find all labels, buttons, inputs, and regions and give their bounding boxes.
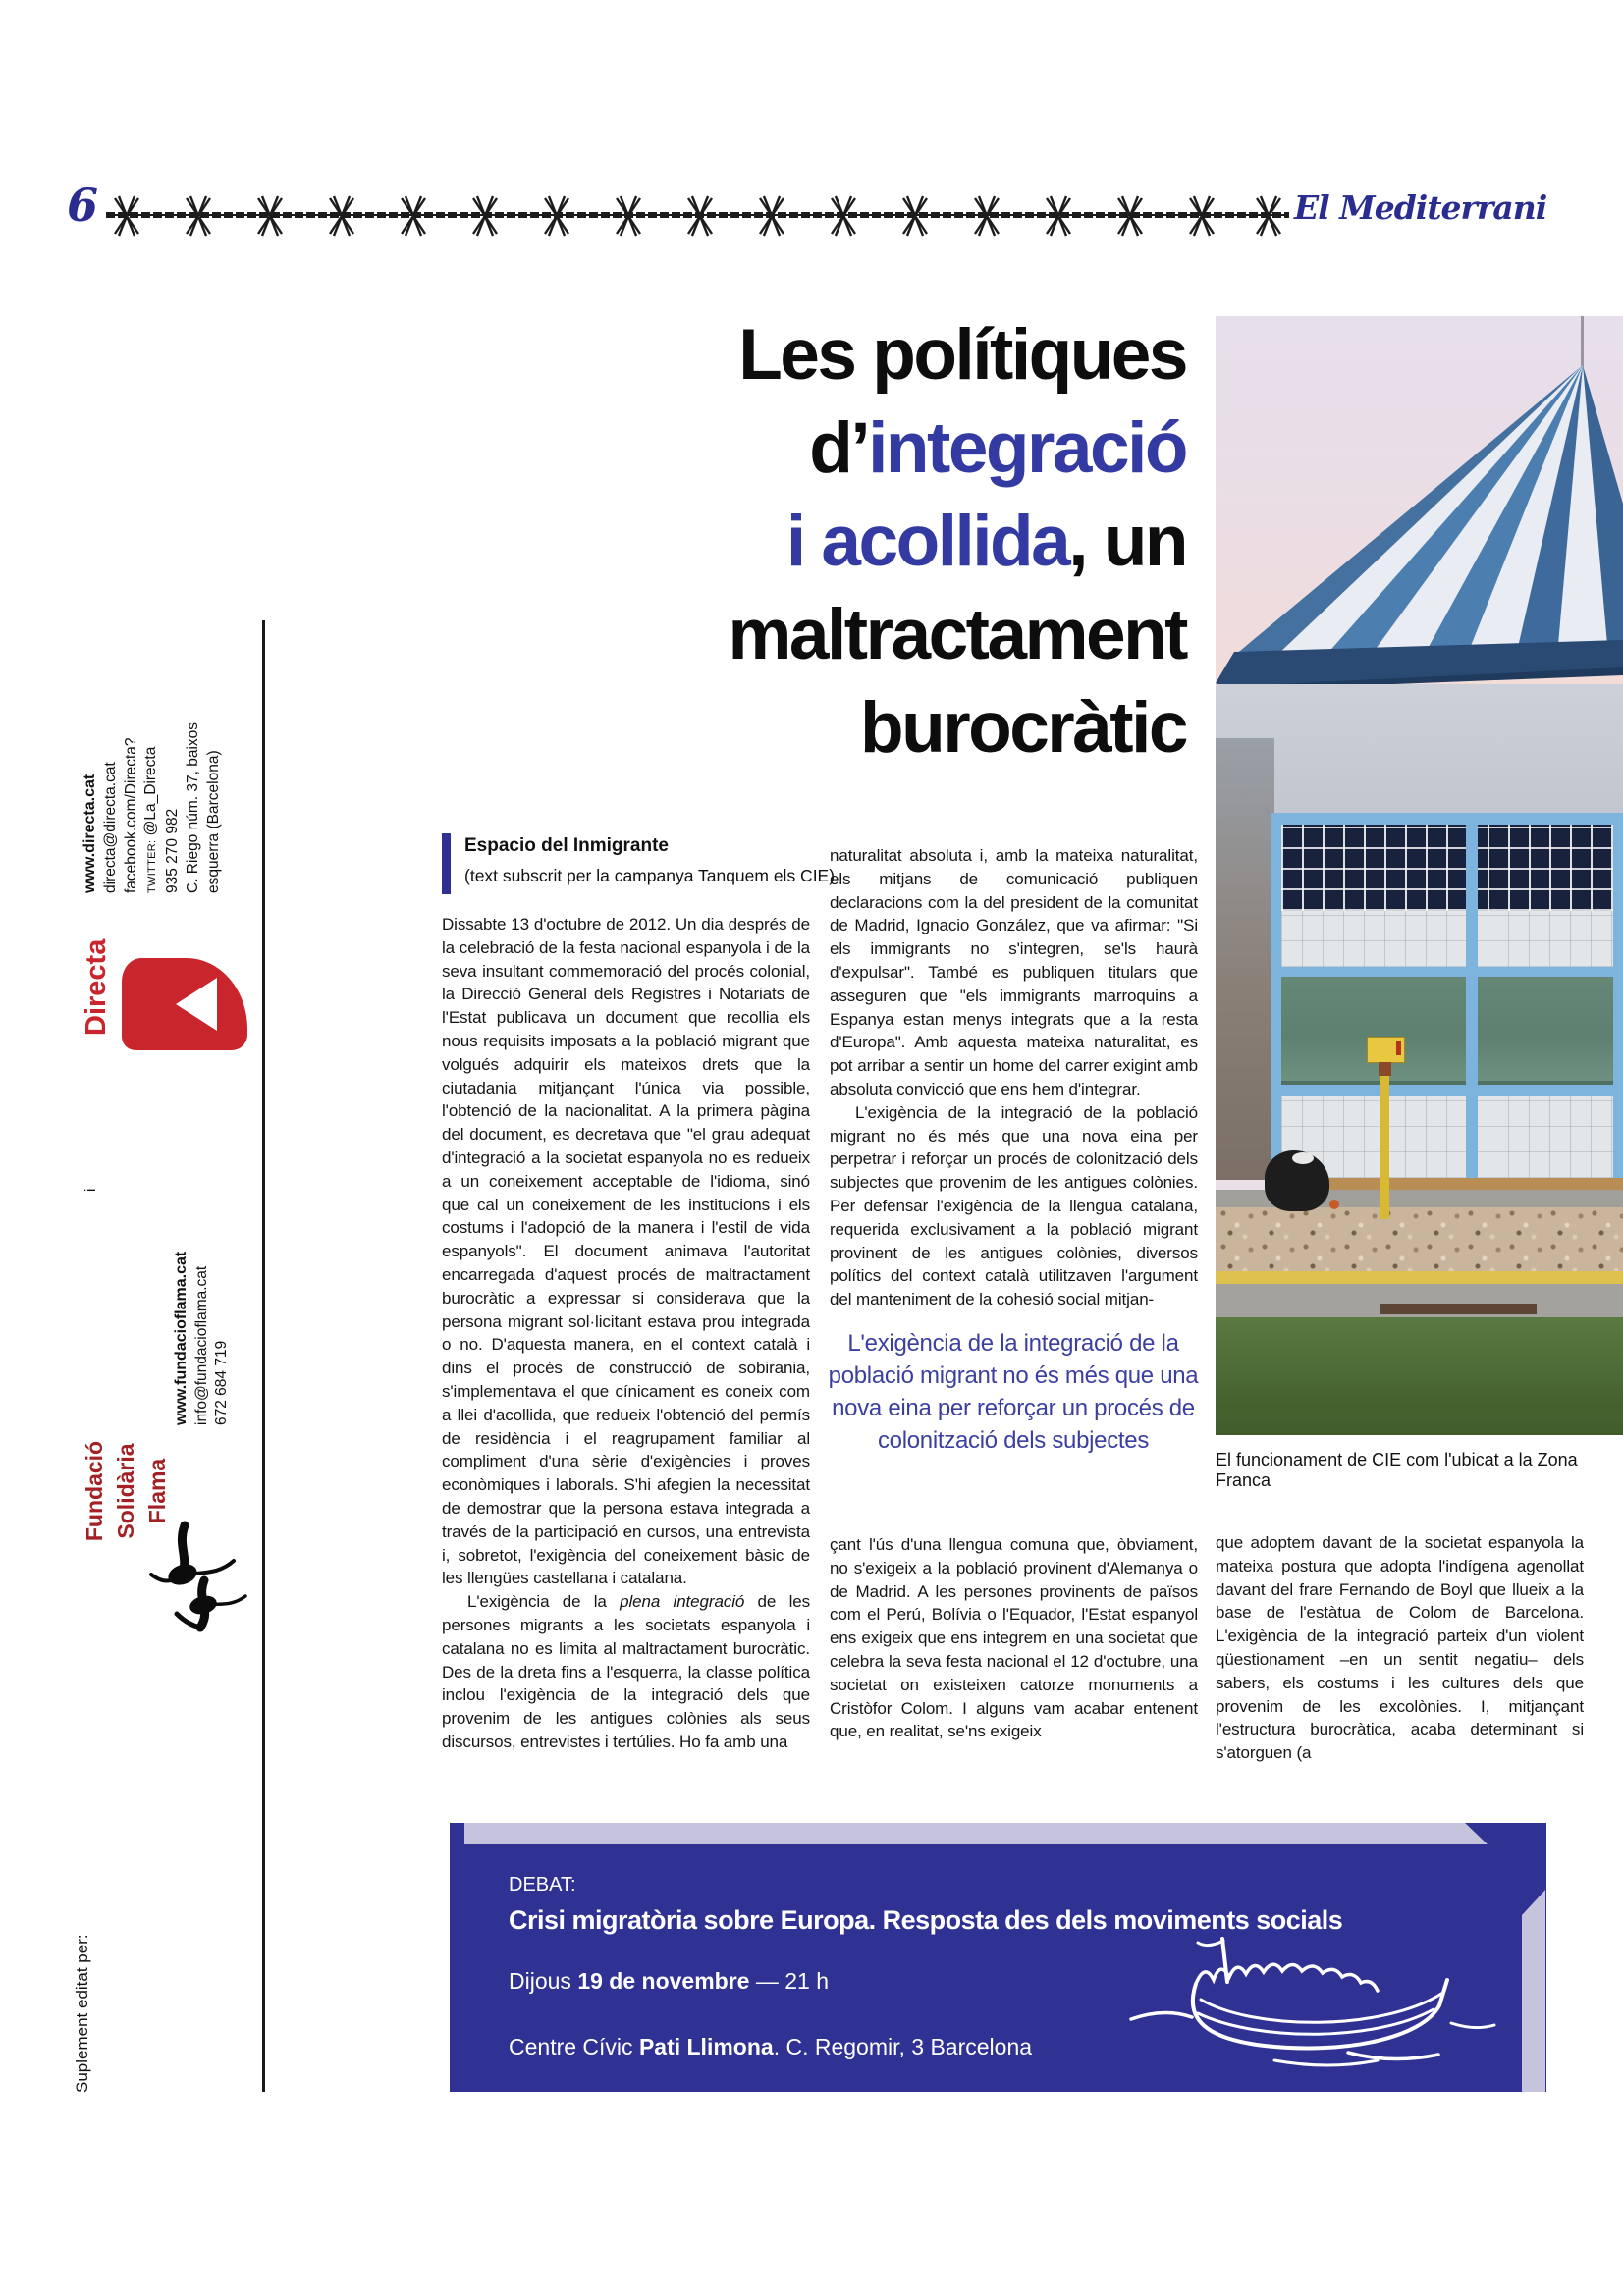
- banner-top-band: [464, 1823, 1488, 1844]
- photo-gravel: [1216, 1207, 1623, 1271]
- photo-pole-collar: [1379, 1062, 1391, 1076]
- page-number: 6: [67, 179, 99, 232]
- directa-d-logo: [122, 958, 247, 1050]
- banner-title: Crisi migratòria sobre Europa. Resposta des dels moviments socials: [509, 1905, 1343, 1935]
- publication-brand: El Mediterrani: [1294, 188, 1547, 227]
- directa-contact-block: [81, 660, 226, 893]
- photo-green-windows: [1281, 977, 1613, 1085]
- paragraph: naturalitat absoluta i, amb la mateixa naturalitat, els mitjans de comunicació publiquen declaracions com la del president de la comunitat de Madrid, Ignacio González, que va afirmar: "Si els immigrants no s'integren, se'ls haurà d'expulsar". També es publiquen titulars que asseguren que "els immigrants marroquins a Espanya estan menys integrats que a la resta d'Europa". Amb aquesta mateixa naturalitat, es pot arribar a sentir un home del carrer exigint amb absoluta convicció que ens hem d'integrar.: [830, 846, 1198, 1098]
- directa-email: directa@directa.cat: [101, 762, 119, 893]
- event-banner: [450, 1823, 1546, 2092]
- edited-by-label: Suplement editat per:: [73, 1934, 91, 2093]
- paragraph: L'exigència de la plena integració de les persones migrants a les societats espanyola i catalana no es limita al maltractament burocràtic. Des de la dreta fins a l'esquerra, la classe política inclou l'exigència de la integració dels que provenim de les antigues colònies als seus discursos, entrevistes i tertúlies. Ho fa amb una: [442, 1592, 810, 1751]
- directa-address-1: C. Riego núm. 37, baixos: [184, 721, 201, 893]
- flama-phone: 672 684 719: [213, 1340, 230, 1425]
- directa-address-2: esquerra (Barcelona): [204, 750, 222, 893]
- flama-contact-block: [172, 1237, 237, 1425]
- photo-backpack-highlight: [1292, 1152, 1314, 1164]
- photo-background-building: [1216, 738, 1274, 1180]
- photo-facade: [1271, 813, 1623, 1178]
- banner-right-strip: [1522, 1890, 1545, 2092]
- banner-date: Dijous 19 de novembre — 21 h: [509, 1968, 829, 1994]
- photo-sign-mark: [1396, 1041, 1401, 1055]
- flama-website: www.fundacioflama.cat: [173, 1251, 189, 1425]
- article-column-1: [442, 913, 810, 1754]
- directa-facebook: facebook.com/Directa?: [122, 737, 139, 893]
- boat-drawing-icon: [1127, 1929, 1500, 2071]
- directa-phone: 935 270 982: [164, 808, 182, 893]
- photo-wall-band: [1216, 684, 1623, 813]
- photo-mullion: [1466, 813, 1478, 1178]
- banner-venue: Centre Cívic Pati Llimona. C. Regomir, 3 Barcelona: [509, 2034, 1033, 2059]
- sidebar-divider: [262, 620, 265, 2092]
- photo-white-panels: [1281, 1096, 1613, 1178]
- photo-solar-panels: [1281, 825, 1613, 911]
- article-column-2-cont: [830, 1533, 1198, 1743]
- paragraph: Dissabte 13 d'octubre de 2012. Un dia després de la celebració de la festa nacional espanyola i de la seva insultant commemoració del procés colonial, la Direcció General dels Registres i Notariats de l'Estat publicava un document que recollia els nous requisits imposats a la població migrant que volgués adquirir els mateixos drets que la ciutadania mitjançant l'única via possible, l'obtenció de la nacionalitat. A la primera pàgina del document, es decretava que "el grau adequat d'integració a la societat espanyola no es redueix a un coneixement acceptable de l'idioma, sinó que cal un coneixement de les institucions i els costums i l'adopció de la manera i l'estil de vida espanyols". El document animava l'autoritat encarregada d'aquest procés de maltractament burocràtic a expressar si considerava que la persona migrant sol·licitant estava prou integrada o no. D'aquesta manera, en el context català i dins el procés de construcció de sobirania, s'implementava el que cínicament es coneix com a llei d'acollida, que redueix l'obtenció del permís de residència i el reagrupament familiar al compliment d'una sèrie d'exigències i proves econòmiques i laborals. S'hi afegien la necessitat de demostrar que la persona estava integrada a través de la participació en cursos, una entrevista i, sobretot, l'exigència del coneixement bàsic de les llengües castellana i catalana.: [442, 915, 810, 1588]
- paragraph: que adoptem davant de la societat espanyola la mateixa postura que adopta l'indígena agenollat davant del frare Fernando de Boyl que llueix a la base de l'estàtua de Colom de Barcelona. L'exigència de la integració parteix d'un violent qüestionament –en un sentit negatiu– dels sabers, els costums i les cultures dels que provenim de les excolònies. I, mitjançant l'estructura burocràtica, acaba determinant si s'atorguen (a: [1216, 1533, 1584, 1763]
- article-column-2: [830, 844, 1198, 1311]
- article-headline: Les polítiques d’integració i acollida, un maltractament burocràtic: [728, 315, 1186, 768]
- photo-striped-roof: [1216, 351, 1623, 690]
- banner-label: DEBAT:: [509, 1874, 576, 1896]
- kicker-subtitle: (text subscrit per la campanya Tanquem els CIE): [464, 866, 836, 885]
- barbed-wire-icon: [106, 192, 1289, 240]
- directa-website: www.directa.cat: [81, 774, 98, 893]
- directa-twitter: TWITTER: @La_Directa: [142, 746, 160, 893]
- flama-email: info@fundacioflama.cat: [192, 1265, 210, 1425]
- photo-white-panels: [1281, 911, 1613, 967]
- cie-building-photo: [1216, 316, 1623, 1435]
- paragraph: çant l'ús d'una llengua comuna que, òbviament, no s'exigeix a la població provinent d'Alemanya o de Madrid. A les persones provinents de països com el Perú, Bolívia o l'Equador, l'Estat espanyol ens exigeix que ens integrem en una societat que celebra la seva festa nacional el 12 d'octubre, una societat on existeixen catorze monuments a Cristòfor Colom. I alguns vam acabar entenent que, en realitat, se'ns exigeix: [830, 1535, 1198, 1741]
- photo-orange-marker: [1329, 1200, 1339, 1209]
- pull-quote: L'exigència de la integració de la població migrant no és més que una nova eina per reforçar un procés de colonització dels subjectes: [828, 1330, 1199, 1454]
- article-column-3: [1216, 1531, 1584, 1765]
- directa-logo-wordmark: Directa: [81, 938, 112, 1036]
- photo-drain: [1380, 1304, 1537, 1314]
- kicker-accent-bar: [442, 833, 451, 894]
- play-triangle-icon: [176, 978, 217, 1031]
- photo-yellow-curb: [1216, 1271, 1623, 1284]
- flama-wordmark: Fundació Solidària Flama: [81, 1440, 170, 1542]
- photo-yellow-pole: [1380, 1060, 1389, 1219]
- photo-caption: El funcionament de CIE com l'ubicat a la Zona Franca: [1216, 1450, 1578, 1490]
- kicker-title: Espacio del Inmigrante: [464, 835, 669, 856]
- photo-grass: [1216, 1317, 1623, 1435]
- paragraph: L'exigència de la integració de la població migrant no és més que una nova eina per perpetrar i reforçar un procés de colonització dels subjectes que provenim de les antigues colònies. Per defensar l'exigència de la llengua catalana, requerida exclusivament a la població migrant provinent de les antigues colònies, diversos polítics del context català utilitzaven l'argument del manteniment de la cohesió social mitjan-: [830, 1102, 1198, 1309]
- sidebar-separator-i: i: [82, 1188, 99, 1192]
- flama-figure-logo: [147, 1520, 249, 1632]
